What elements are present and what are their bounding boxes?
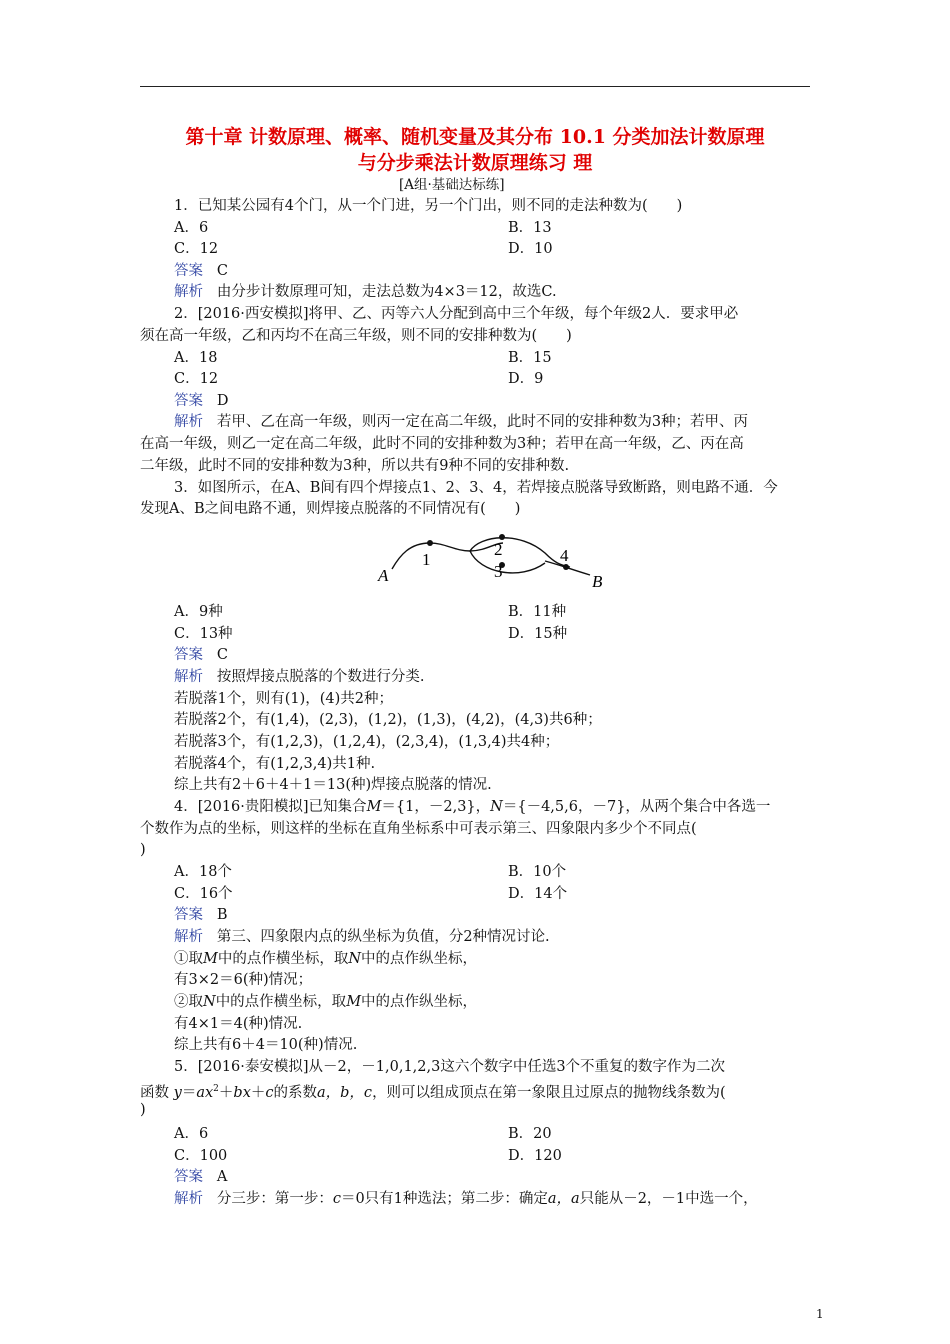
answer-label: 答案 (174, 1169, 203, 1185)
plus: ＋ (218, 1084, 234, 1101)
q4-stem-1 (174, 798, 770, 816)
q5-option-d: D．120 (508, 1148, 562, 1164)
node-1 (427, 540, 433, 546)
q3-summary: 综上共有2＋6＋4＋1＝13(种)焊接点脱落的情况. (174, 777, 492, 793)
q1-option-b: B．13 (508, 220, 552, 236)
var-b: b (233, 1084, 243, 1101)
q1-stem: 1．已知某公园有4个门，从一个门进，另一个门出，则不同的走法种数为( ) (174, 198, 683, 214)
q3-option-c: C．13种 (174, 626, 233, 642)
plus: ＋ (250, 1084, 266, 1101)
answer-label: 答案 (174, 263, 203, 279)
q1-option-a: A．6 (174, 220, 209, 236)
page-number: 1 (816, 1307, 824, 1321)
q2-analysis-2: 在高一年级，则乙一定在高二年级，此时不同的安排种数为3种；若甲在高一年级，乙、丙在高 (140, 436, 744, 452)
title-line-2: 与分步乘法计数原理练习 理 (357, 152, 593, 174)
wire-lower-branch (470, 551, 545, 573)
answer-label: 答案 (174, 393, 203, 409)
analysis-label: 解析 (174, 669, 203, 685)
q5-answer-row (174, 1168, 227, 1186)
analysis-label: 解析 (174, 284, 203, 300)
set-M: M (346, 994, 362, 1010)
q5-stem-2b: 的系数 (273, 1084, 317, 1101)
q5-answer: A (216, 1169, 228, 1185)
analysis-label: 解析 (174, 929, 203, 945)
title-line-1: 第十章 计数原理、概率、随机变量及其分布 10.1 分类加法计数原理 (185, 126, 765, 148)
q5-analysis-b: ＝0只有1种选法；第二步：确定 (340, 1191, 548, 1207)
q5-analysis-row (174, 1190, 758, 1208)
q3-option-d: D．15种 (508, 626, 568, 642)
q2-answer: D (216, 393, 229, 409)
q4-case-2-count: 有4×1＝4(种)情况. (174, 1016, 303, 1032)
var-a: a (196, 1084, 205, 1101)
q1-analysis-row (174, 283, 557, 301)
q2-analysis-row (174, 413, 748, 431)
q3-answer: C (216, 647, 228, 663)
q2-option-b: B．15 (508, 350, 552, 366)
q3-option-b: B．11种 (508, 604, 567, 620)
q3-stem-1: 3．如图所示，在A、B间有四个焊接点1、2、3、4，若焊接点脱落导致断路，则电路不通．今 (174, 480, 778, 496)
q2-stem-1: 2．[2016·西安模拟]将甲、乙、丙等六人分配到高中三个年级，每个年级2人．要求甲必 (174, 306, 739, 322)
q4-answer-row (174, 906, 227, 924)
q4-case-1-count: 有3×2＝6(种)情况； (174, 972, 313, 988)
set-M: M (366, 799, 382, 815)
q5-stem-1: 5．[2016·泰安模拟]从－2，－1,0,1,2,3这六个数字中任选3个不重复的数字作为二次 (174, 1059, 726, 1075)
label-3: 3 (494, 562, 503, 581)
q5-analysis-a: 分三步：第一步： (216, 1191, 333, 1207)
label-4: 4 (560, 546, 569, 565)
var-a: a，a (547, 1191, 580, 1207)
q4-case-1-text-a: ①取 (174, 951, 203, 967)
q4-stem-1b: ＝{1，－2,3}， (381, 799, 491, 815)
q4-case-1-text-b: 中的点作横坐标，取 (217, 951, 349, 967)
q4-stem-3: ) (140, 842, 146, 858)
q4-summary: 综上共有6＋4＝10(种)情况. (174, 1037, 358, 1053)
q3-stem-2: 发现A、B之间电路不通，则焊接点脱落的不同情况有( ) (140, 501, 521, 517)
q4-case-2-text-b: 中的点作横坐标，取 (215, 994, 347, 1010)
q2-stem-2: 须在高一年级，乙和丙均不在高三年级，则不同的安排种数为( ) (140, 328, 572, 344)
q4-option-a: A．18个 (174, 864, 232, 880)
q3-case-4: 若脱落4个，有(1,2,3,4)共1种. (174, 756, 376, 772)
q3-case-3: 若脱落3个，有(1,2,3)，(1,2,4)，(2,3,4)，(1,3,4)共4种； (174, 734, 560, 750)
label-A: A (378, 566, 389, 585)
q1-analysis: 由分步计数原理可知，走法总数为4×3＝12，故选C. (216, 284, 557, 300)
q2-option-d: D．9 (508, 371, 544, 387)
wire-left (392, 543, 503, 569)
chapter-title (140, 124, 810, 176)
label-B: B (592, 572, 603, 591)
q5-stem-2a: 函数 (140, 1084, 174, 1101)
var-x: x (242, 1084, 251, 1101)
q3-case-1: 若脱落1个，则有(1)，(4)共2种； (174, 691, 394, 707)
q5-stem-2 (140, 1080, 726, 1102)
q4-case-2-text-a: ②取 (174, 994, 203, 1010)
q2-option-a: A．18 (174, 350, 218, 366)
label-1: 1 (422, 550, 431, 569)
set-M: M (203, 951, 218, 967)
q4-stem-2: 个数作为点的坐标，则这样的坐标在直角坐标系中可表示第三、四象限内多少个不同点( (140, 821, 697, 837)
circuit-figure (370, 525, 620, 595)
q4-stem-1c: ＝{－4,5,6，－7}，从两个集合中各选一 (502, 799, 771, 815)
var-c: c (332, 1191, 341, 1207)
label-2: 2 (494, 540, 503, 559)
q4-case-1-text-c: 中的点作纵坐标， (361, 951, 478, 967)
q4-analysis-row (174, 928, 550, 946)
set-N: N (203, 994, 216, 1010)
q1-option-c: C．12 (174, 241, 219, 257)
q3-case-2: 若脱落2个，有(1,4)，(2,3)，(1,2)，(1,3)，(4,2)，(4,3)共6种； (174, 712, 602, 728)
analysis-label: 解析 (174, 414, 203, 430)
q4-answer: B (216, 907, 228, 923)
q5-stem-2c: ，则可以组成顶点在第一象限且过原点的抛物线条数为( (372, 1084, 726, 1101)
q2-answer-row (174, 392, 228, 410)
q5-option-a: A．6 (174, 1126, 209, 1142)
q4-option-b: B．10个 (508, 864, 567, 880)
answer-label: 答案 (174, 647, 203, 663)
set-N: N (348, 951, 362, 967)
var-y: y (173, 1084, 182, 1101)
q1-answer: C (216, 263, 228, 279)
q4-option-c: C．16个 (174, 886, 233, 902)
q2-analysis-1: 若甲、乙在高一年级，则丙一定在高二年级，此时不同的安排种数为3种；若甲、丙 (216, 414, 749, 430)
q3-analysis: 按照焊接点脱落的个数进行分类. (216, 669, 425, 685)
q4-case-2-text-c: 中的点作纵坐标， (361, 994, 478, 1010)
q5-option-c: C．100 (174, 1148, 228, 1164)
q4-analysis: 第三、四象限内点的纵坐标为负值，分2种情况讨论. (216, 929, 550, 945)
wire-upper-branch (470, 538, 570, 567)
q1-option-d: D．10 (508, 241, 553, 257)
exponent: 2 (213, 1084, 219, 1094)
q3-option-a: A．9种 (174, 604, 223, 620)
q5-stem-3: ) (140, 1102, 146, 1118)
q5-option-b: B．20 (508, 1126, 552, 1142)
set-N: N (490, 799, 503, 815)
q3-answer-row (174, 646, 228, 664)
q5-analysis-e: 只能从－2，－1中选一个， (579, 1191, 758, 1207)
var-x: x (204, 1084, 214, 1101)
answer-label: 答案 (174, 907, 203, 923)
q3-analysis-row (174, 668, 424, 686)
q2-option-c: C．12 (174, 371, 219, 387)
q2-analysis-3: 二年级，此时不同的安排种数为3种，所以共有9种不同的安排种数. (140, 458, 570, 474)
var-c: c (265, 1084, 274, 1101)
coefficients: a，b，c (317, 1084, 373, 1101)
section-subtitle: [A组·基础达标练] (399, 177, 505, 193)
header-rule (140, 86, 810, 87)
equals: ＝ (181, 1084, 197, 1101)
q4-stem-1a: 4．[2016·贵阳模拟]已知集合 (174, 799, 367, 815)
q4-case-2 (174, 993, 477, 1011)
q4-case-1 (174, 950, 477, 968)
q4-option-d: D．14个 (508, 886, 568, 902)
q1-answer-row (174, 262, 228, 280)
analysis-label: 解析 (174, 1191, 203, 1207)
